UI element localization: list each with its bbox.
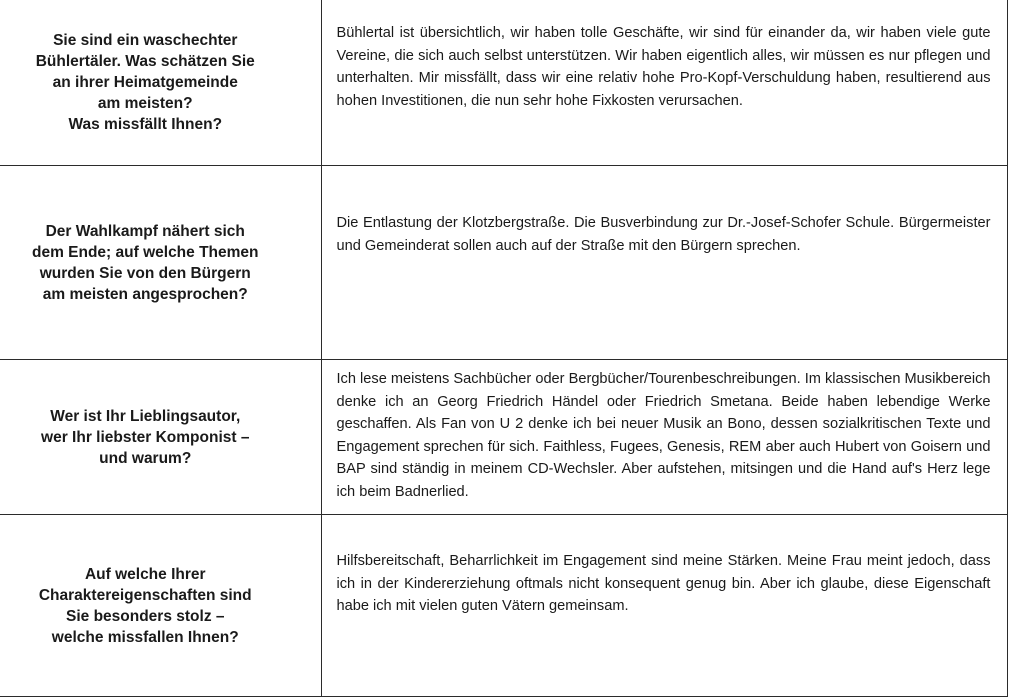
table-row — [0, 0, 1007, 166]
answer-text: Die Entlastung der Klotzbergstraße. Die Busverbindung zur Dr.-Josef-Schofer Schule. Bürgermeister und Gemeinderat sollen auch auf der Straße mit den Bürgern sprechen. — [336, 215, 991, 254]
answer-cell — [321, 0, 1007, 166]
answer-text: Ich lese meistens Sachbücher oder Bergbücher/Tourenbeschreibungen. Im klassischen Musikbereich denke ich an Georg Friedrich Händel oder Friedrich Smetana. Beide haben lebendige Werke geschaffen. Als Fan von U 2 denke ich bei neuer Musik an Bono, dessen sozialkritischen Texte und Engagement sprechen für sich. Faithless, Fugees, Genesis, REM aber auch Hubert von Goisern und BAP sind ständig in meinem CD-Wechsler. Aber aufstehen, mitsingen und die Hand auf's Herz lege ich beim Badnerlied. — [336, 371, 991, 500]
question-text: Sie sind ein waschechter Bühlertäler. Was schätzen Sie an ihrer Heimatgemeinde am meisten? Was missfällt Ihnen? — [35, 32, 255, 133]
question-text: Der Wahlkampf nähert sich dem Ende; auf welche Themen wurden Sie von den Bürgern am meisten angesprochen? — [31, 222, 259, 303]
question-text: Wer ist Ihr Lieblingsautor, wer Ihr liebster Komponist – und warum? — [41, 407, 250, 467]
question-cell — [0, 166, 321, 360]
table-row — [0, 515, 1007, 697]
question-cell — [0, 360, 321, 515]
answer-text: Bühlertal ist übersichtlich, wir haben tolle Geschäfte, wir sind für einander da, wir haben viele gute Vereine, die sich auch selbst unterstützen. Wir haben eigentlich alles, wir müssen es nur pflegen und unterhalten. Mir missfällt, dass wir eine relativ hohe Pro-Kopf-Verschuldung haben, resultierend aus hohen Investitionen, die nun sehr hohe Fixkosten verursachen. — [336, 25, 991, 109]
answer-text: Hilfsbereitschaft, Beharrlichkeit im Engagement sind meine Stärken. Meine Frau meint jedoch, dass ich in der Kindererziehung oftmals nicht konsequent genug bin. Aber ich glaube, diese Eigenschaft habe ich mit vielen guten Vätern gemeinsam. — [336, 553, 991, 614]
answer-cell — [321, 515, 1007, 697]
answer-cell — [321, 360, 1007, 515]
table-row — [0, 166, 1007, 360]
question-cell — [0, 0, 321, 166]
answer-cell — [321, 166, 1007, 360]
table-row — [0, 360, 1007, 515]
question-text: Auf welche Ihrer Charaktereigenschaften sind Sie besonders stolz – welche missfallen Ihnen? — [38, 565, 252, 646]
question-cell — [0, 515, 321, 697]
